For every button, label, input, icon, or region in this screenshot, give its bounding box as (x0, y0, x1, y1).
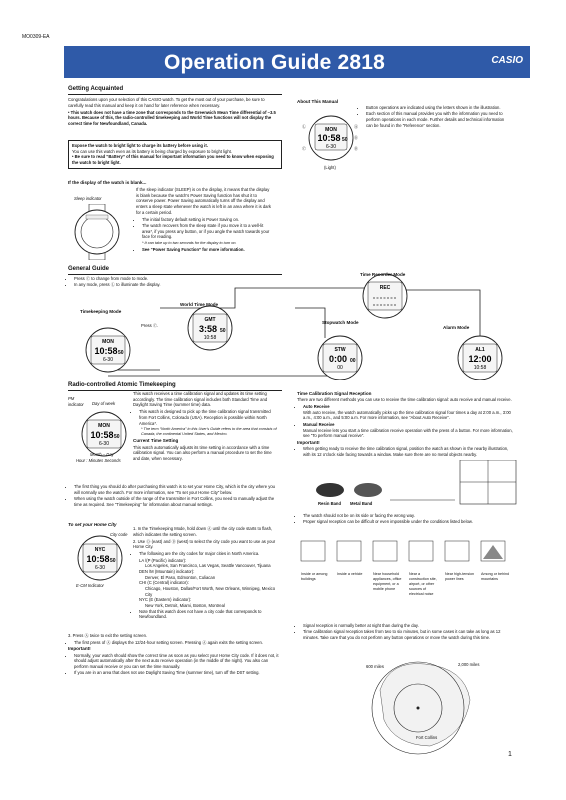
reception-paragraph: There are two different methods you can use to receive the time calibration signal: auto receive and manual receive. (297, 397, 512, 403)
home-city-heading: To set your Home City (68, 522, 117, 527)
step-3-bullet: • The first press of Ⓐ displays the 12/24-hour setting screen. Pressing Ⓐ again exits the setting screen. (74, 640, 280, 646)
gmt-note: • This watch does not have a time zone that corresponds to the Greenwich Mean Time differential of –3.5 hours. Because of this, the radio-controlled timekeeping and World Time functions will not display the correct time for Newfoundland, Canada. (68, 109, 276, 126)
al-face-main: 12:00 (468, 354, 492, 364)
radio-paragraph: This watch receives a time calibration signal and updates its time setting accordingly. The time calibration signal includes both Standard Time and Daylight Saving Time (summer time) data. (133, 391, 268, 408)
radio-important-1: • Normally, your watch should show the correct time as soon as you select your Home City code. If it does not, it should adjust automatically after the next auto receive operation (in the middle of the night). You also can perform manual receive or you can set the time manually. (74, 653, 280, 670)
reception-important-3: • Proper signal reception can be difficult or even impossible under the conditions listed below. (303, 519, 515, 525)
step-2: 2. Use Ⓓ (east) and Ⓑ (west) to select the city code you want to use as your Home City. (133, 538, 276, 550)
cts-heading: Current Time Setting (133, 438, 179, 444)
sleep-watch-icon (72, 204, 122, 260)
nyc-face-main: 10:58 (86, 554, 110, 564)
cond-appliances: Near household appliances, office equipment, or a mobile phone (373, 572, 402, 591)
radio-important-heading: Important! (68, 646, 91, 652)
reception-important-2: • The watch should not be on its side or facing the wrong way. (303, 513, 515, 519)
radio-note: * The term “North America” in this User's Guide refers to the area that consists of Canada, the continental United States, and Mexico. (141, 427, 277, 437)
gmt-note-text: This watch does not have a time zone that corresponds to the Greenwich Mean Time differential of –3.5 hours. Because of this, the radio-controlled timekeeping and World Time functions will not display the correct time for Newfoundland, Canada. (68, 109, 276, 126)
auto-receive-label: Auto Receive (303, 404, 330, 410)
auto-receive-text: With auto receive, the watch automatically picks up the time calibration signal four times a day at 2:00 a.m., 3:00 a.m., 4:00 a.m., and 5:00 a.m. For more information, see “About Auto Receive”. (303, 409, 511, 421)
step-2-note: • Note that this watch does not have a city code that corresponds to Newfoundland. (139, 609, 279, 620)
about-face-date: 6-30 (325, 144, 337, 150)
wt-face-top: GMT (204, 317, 216, 323)
reception-important-4: • Signal reception is normally better at night than during the day. (303, 623, 515, 629)
battery-note: • Be sure to read “Battery” of this manual for important information you need to know when exposing the watch to bright light. (72, 154, 274, 166)
radio-bullet-3: • When using the watch outside of the range of the transmitter in Fort Collins, you need to manually adjust the time as required. See “Timekeeping” for information about manual settings. (74, 496, 280, 507)
mode-world-time: World Time Mode (180, 302, 219, 307)
city-la: LA /(P (Pacific) indicator): (139, 557, 187, 563)
svg-text:Ⓒ: Ⓒ (302, 146, 306, 151)
page-number: 1 (508, 751, 512, 758)
svg-text:Ⓐ: Ⓐ (354, 124, 358, 129)
radio-face-top: MON (98, 423, 110, 429)
reception-heading: Time Calibration Signal Reception (297, 391, 372, 396)
about-manual-text (360, 105, 510, 129)
sw-face-top: STW (334, 347, 346, 353)
getting-acquainted-text (68, 97, 280, 128)
about-face-main: 10:58 (317, 133, 341, 143)
map-600-label: 600 miles (366, 664, 384, 669)
svg-text:Ⓓ: Ⓓ (354, 135, 358, 140)
sleep-indicator-label: Sleep indicator (74, 196, 102, 201)
radio-face-sec: 50 (114, 434, 120, 440)
radio-bullets (68, 484, 280, 508)
mode-time-recorder: Time Recorder Mode (360, 272, 406, 277)
reception-important-heading: Important! (297, 439, 320, 445)
doc-code: MO0309-EA (22, 34, 50, 40)
svg-text:Ⓑ: Ⓑ (354, 146, 358, 151)
sleep-bullet-3: • See “Power Saving Function” for more information. (142, 247, 272, 253)
map-2000-label: 2,000 miles (458, 662, 480, 667)
radio-important-2: • If you are in an area that does not use Daylight Saving Time (summer time), turn off the DST setting. (74, 670, 280, 676)
manual-receive-text: Manual receive lets you start a time calibration receive operation with the press of a button. For more information, see “To perform manual receive”. (303, 427, 513, 439)
tk-face-date: 6-30 (102, 357, 114, 363)
reception-important-1: • When getting ready to receive the time calibration signal, position the watch as shown in the nearby illustration, with its 12 o'clock side facing towards a window. Make sure there are no metal objects nearby. (303, 446, 515, 457)
guide-bullet-1: • Press Ⓒ to change from mode to mode. (74, 276, 268, 282)
mode-alarm: Alarm Mode (443, 325, 470, 330)
cts-text: This watch automatically adjusts its time setting in accordance with a time calibration signal. You can also perform a manual procedure to set the time and date, when necessary. (133, 444, 272, 461)
nyc-face-date: 6-30 (94, 565, 106, 571)
cond-power-lines: Near high-tension power lines (445, 572, 475, 581)
brand-logo: CASIO (491, 55, 523, 66)
about-face-top: MON (325, 127, 337, 133)
step-2-bullet: • The following are the city codes for major cities in North America. (139, 551, 279, 557)
step-3: 3. Press Ⓐ twice to exit the setting screen. (68, 633, 148, 638)
radio-face-date: 6-30 (98, 441, 110, 447)
resin-band-label: Resin Band (318, 501, 342, 506)
reception-conditions (297, 513, 515, 526)
mode-flow-diagram (60, 268, 530, 380)
light-line-2: You can use this watch even as its battery is being charged by exposure to bright light. (72, 148, 232, 154)
display-blank-text (136, 187, 272, 254)
ecm-indicator-label: E-CM Indicator (76, 583, 104, 588)
sleep-bullet-2: • The watch recovers from the sleep state if you move it to a well-lit area*, if you press any button, or if you angle the watch towards your face for reading. (142, 223, 272, 240)
cond-construction: Near a construction site, airport, or other sources of electrical noise (409, 572, 437, 596)
radio-important (68, 633, 280, 677)
mode-stopwatch: Stopwatch Mode (322, 320, 359, 325)
day-of-week-label: Day of week (92, 401, 116, 406)
city-den: DEN /M (Mountain) indicator): (139, 568, 195, 574)
pm-indicator-label: PM indicator (68, 396, 84, 407)
cond-mountains: Among or behind mountains (481, 572, 510, 581)
wt-face-main: 3:58 (198, 324, 218, 334)
conditions-icons (297, 535, 517, 571)
reception-notes (297, 623, 515, 642)
map-fort-collins-label: Fort Collins (416, 735, 438, 740)
city-den-list: Denver, El Paso, Edmonton, Culiacan (145, 574, 216, 580)
wt-face-sec: 50 (220, 328, 226, 334)
wt-face-date: 10:58 (203, 335, 217, 341)
sw-face-main: 0:00 (328, 354, 348, 364)
radio-face-main: 10:58 (90, 430, 114, 440)
metal-band-label: Metal Band (350, 501, 373, 506)
al-face-date: 10:58 (473, 365, 487, 371)
tk-face-main: 10:58 (94, 346, 118, 356)
reception-important-5: • Time calibration signal reception takes from two to six minutes, but in some cases it can take as long as 12 minutes. Take care that you do not perform any button operations or move the watch during this time. (303, 629, 515, 640)
home-city-watch (70, 532, 130, 584)
mode-timekeeping: Timekeeping Mode (80, 309, 122, 314)
sleep-bullet-1: • The initial factory default setting is Power Saving on. (142, 217, 272, 223)
hms-label: Hour : Minutes Seconds (76, 458, 121, 463)
rec-face-top: REC (379, 285, 391, 291)
guide-bullet-2: • In any mode, press Ⓛ to illuminate the display. (74, 282, 268, 288)
tk-face-top: MON (102, 339, 114, 345)
sw-face-date: 00 (337, 365, 343, 371)
about-bullet-1: • Button operations are indicated using the letters shown in the illustration. (366, 105, 510, 111)
about-watch-illustration (300, 110, 362, 166)
light-line-1: Expose the watch to bright light to charge its battery before using it. (72, 143, 208, 148)
reception-text (297, 391, 515, 458)
al-face-top: AL1 (475, 347, 485, 353)
about-bullet-2: • Each section of this manual provides you with the information you need to perform operations in each mode. Further details and technical information can be found in the “Reference” section. (366, 111, 510, 128)
sleep-paragraph: If the sleep indicator (SLEEP) is on the display, it means that the display is blank because the watch's Power Saving function has shut it to conserve power. Power Saving automatically turns off the display and enters a sleep state whenever the watch is left in an area where it is dark for a certain period. (136, 187, 272, 215)
radio-heading: Radio-controlled Atomic Timekeeping (68, 382, 176, 388)
nyc-face-top: NYC (94, 547, 106, 553)
month-day-label: Month – Day (90, 452, 114, 457)
radio-bullet-1: • This watch is designed to pick up the time calibration signal transmitted from Fort Collins, Colorado (USA). Reception is possible within North America*. (139, 409, 279, 426)
city-chi: CHI (C (Central) indicator): (139, 580, 189, 586)
home-city-steps (133, 526, 279, 621)
press-c-label: Press Ⓒ. (141, 323, 159, 328)
light-label: (Light) (324, 165, 336, 170)
about-manual-heading: About This Manual (297, 99, 339, 104)
light-warning-box (68, 140, 282, 169)
battery-note-text: Be sure to read “Battery” of this manual for important information you need to know when exposing the watch to bright light. (72, 154, 274, 166)
city-nyc: NYC (E (Eastern) indicator): (139, 597, 192, 603)
nyc-face-sec: 50 (110, 558, 116, 564)
step-1: 1. In the Timekeeping Mode, hold down Ⓐ until the city code starts to flash, which indicates the setting screen. (133, 526, 273, 537)
city-la-list: Los Angeles, San Francisco, Las Vegas, Seattle Vancouver, Tijuana (145, 563, 271, 569)
tk-face-sec: 50 (118, 350, 124, 356)
city-chi-list: Chicago, Houston, Dallas/Fort Worth, New Orleans, Winnipeg, Mexico City (145, 585, 276, 597)
cond-vehicle: Inside a vehicle (337, 572, 363, 576)
sw-face-sec: 00 (350, 358, 356, 364)
page-title: Operation Guide 2818 (164, 51, 386, 74)
intro-text: Congratulations upon your selection of this CASIO watch. To get the most out of your purchase, be sure to carefully read this manual and keep it on hand for later reference when necessary. (68, 97, 265, 108)
cond-buildings: Inside or among buildings (301, 572, 328, 581)
manual-receive-label: Manual Receive (303, 421, 335, 427)
getting-acquainted-heading: Getting Acquainted (68, 86, 124, 92)
display-blank-heading: If the display of the watch is blank... (68, 180, 147, 185)
sleep-note: * It can take up to two seconds for the display to turn on. (142, 240, 237, 245)
general-guide-heading: General Guide (68, 266, 110, 272)
radio-bullet-2: • The first thing you should do after purchasing this watch is to set your Home City, which is the city where you will normally use the watch. For more information, see “To set your Home City” below. (74, 484, 280, 495)
city-nyc-list: New York, Detroit, Miami, Boston, Montreal (145, 602, 225, 608)
page-header (64, 46, 530, 78)
city-code-label: City code (110, 532, 128, 537)
about-face-sec: 50 (342, 137, 348, 143)
svg-text:Ⓛ: Ⓛ (302, 124, 306, 129)
radio-text (133, 391, 279, 463)
